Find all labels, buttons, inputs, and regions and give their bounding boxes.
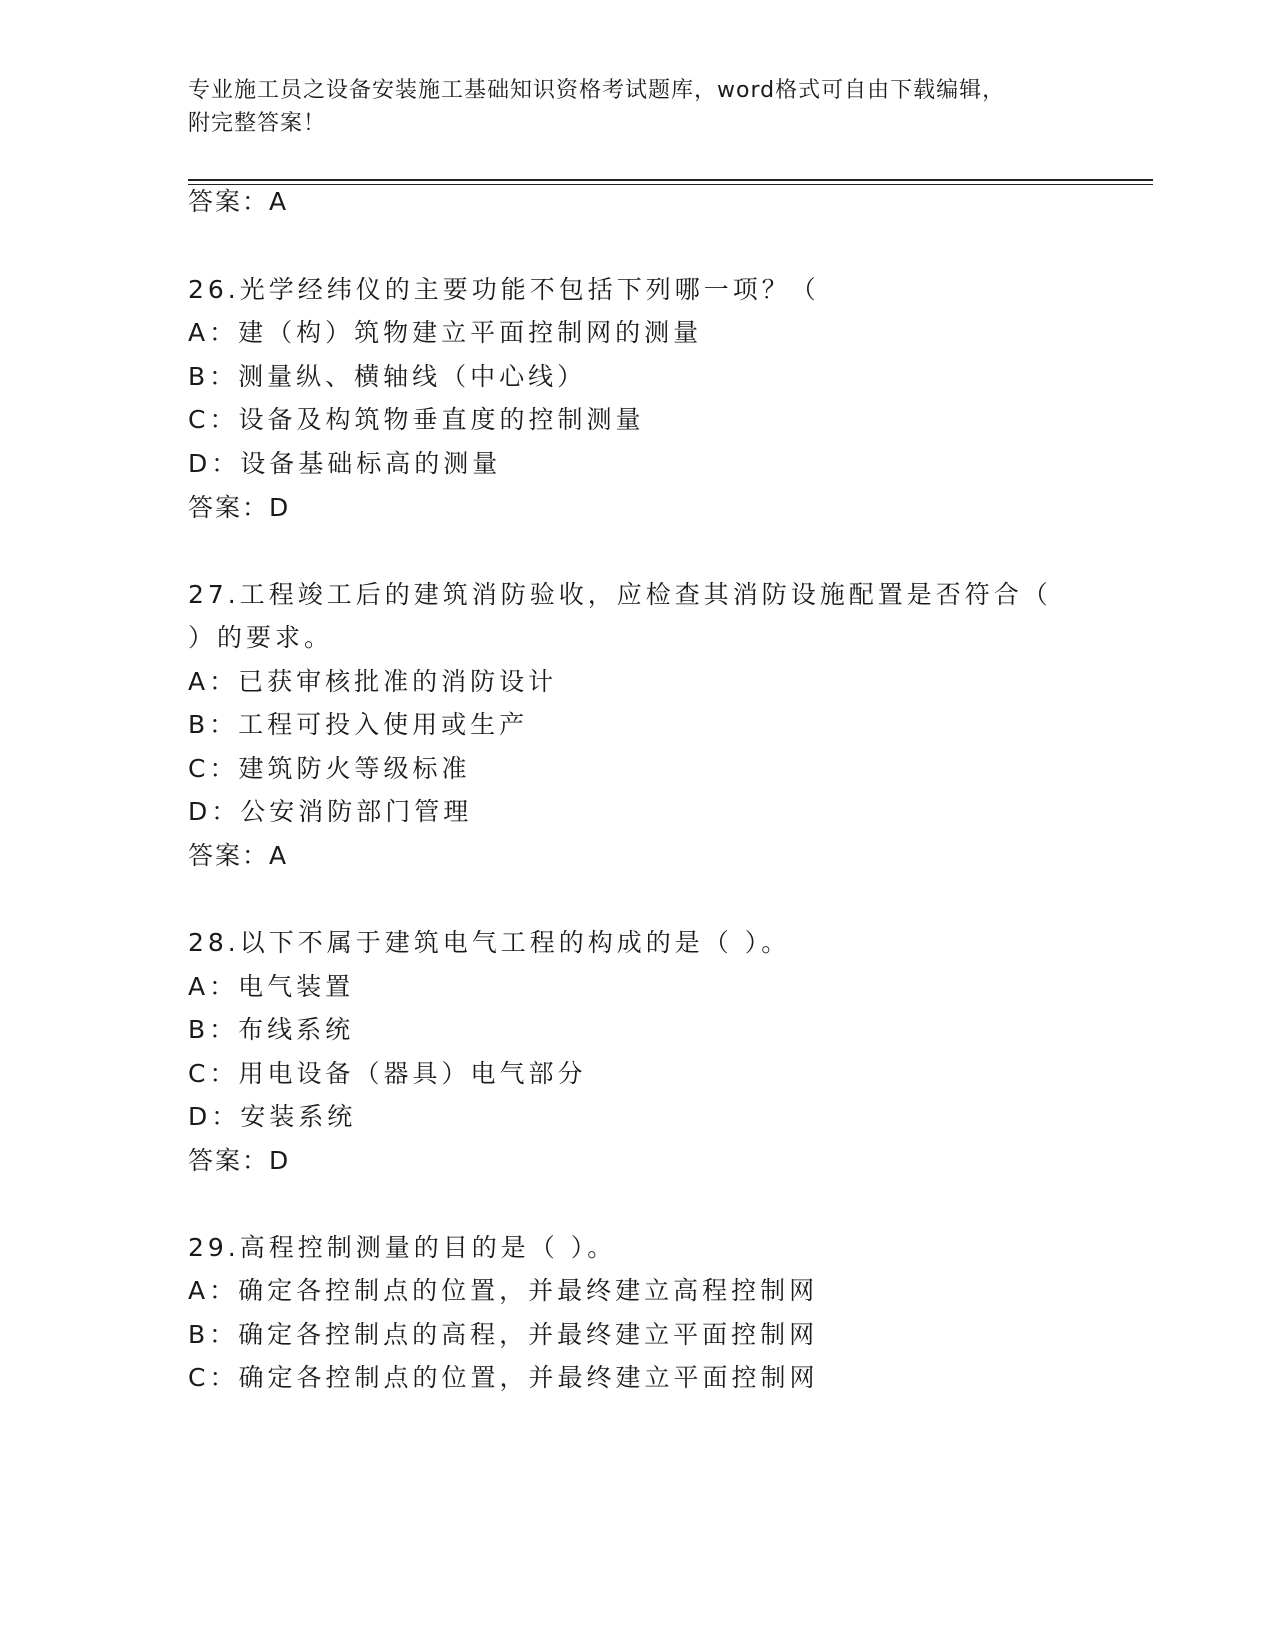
question-27-stem-line1: 27.工程竣工后的建筑消防验收，应检查其消防设施配置是否符合（ xyxy=(188,580,1052,609)
question-29-stem: 29.高程控制测量的目的是（ ）。 xyxy=(188,1233,617,1262)
answer-26: 答案：D xyxy=(188,493,291,522)
question-27-option-a: A：已获审核批准的消防设计 xyxy=(188,667,558,696)
question-27-option-d: D：公安消防部门管理 xyxy=(188,797,473,826)
answer-25: 答案：A xyxy=(188,187,289,216)
question-26-option-c: C：设备及构筑物垂直度的控制测量 xyxy=(188,405,645,434)
question-26-option-d: D：设备基础标高的测量 xyxy=(188,449,502,478)
question-29-option-c: C：确定各控制点的位置，并最终建立平面控制网 xyxy=(188,1363,819,1392)
question-29-option-a: A：确定各控制点的位置，并最终建立高程控制网 xyxy=(188,1276,819,1305)
question-29-option-b: B：确定各控制点的高程，并最终建立平面控制网 xyxy=(188,1320,819,1349)
answer-28: 答案：D xyxy=(188,1146,291,1175)
question-28-option-a: A：电气装置 xyxy=(188,972,355,1001)
question-28-option-d: D：安装系统 xyxy=(188,1102,357,1131)
header-divider-thin xyxy=(188,184,1153,185)
question-27-option-b: B：工程可投入使用或生产 xyxy=(188,710,529,739)
question-26-option-a: A：建（构）筑物建立平面控制网的测量 xyxy=(188,318,703,347)
question-28-option-b: B：布线系统 xyxy=(188,1015,355,1044)
header-divider-thick xyxy=(188,179,1153,181)
answer-27: 答案：A xyxy=(188,841,289,870)
question-27-stem-line2: ）的要求。 xyxy=(188,623,334,652)
question-27-option-c: C：建筑防火等级标准 xyxy=(188,754,471,783)
question-28-option-c: C：用电设备（器具）电气部分 xyxy=(188,1059,587,1088)
question-26-stem: 26.光学经纬仪的主要功能不包括下列哪一项？（ xyxy=(188,275,820,304)
question-26-option-b: B：测量纵、横轴线（中心线） xyxy=(188,362,587,391)
document-header: 专业施工员之设备安装施工基础知识资格考试题库，word格式可自由下载编辑， 附完整答案！ xyxy=(188,78,1006,136)
question-28-stem: 28.以下不属于建筑电气工程的构成的是（ ）。 xyxy=(188,928,791,957)
